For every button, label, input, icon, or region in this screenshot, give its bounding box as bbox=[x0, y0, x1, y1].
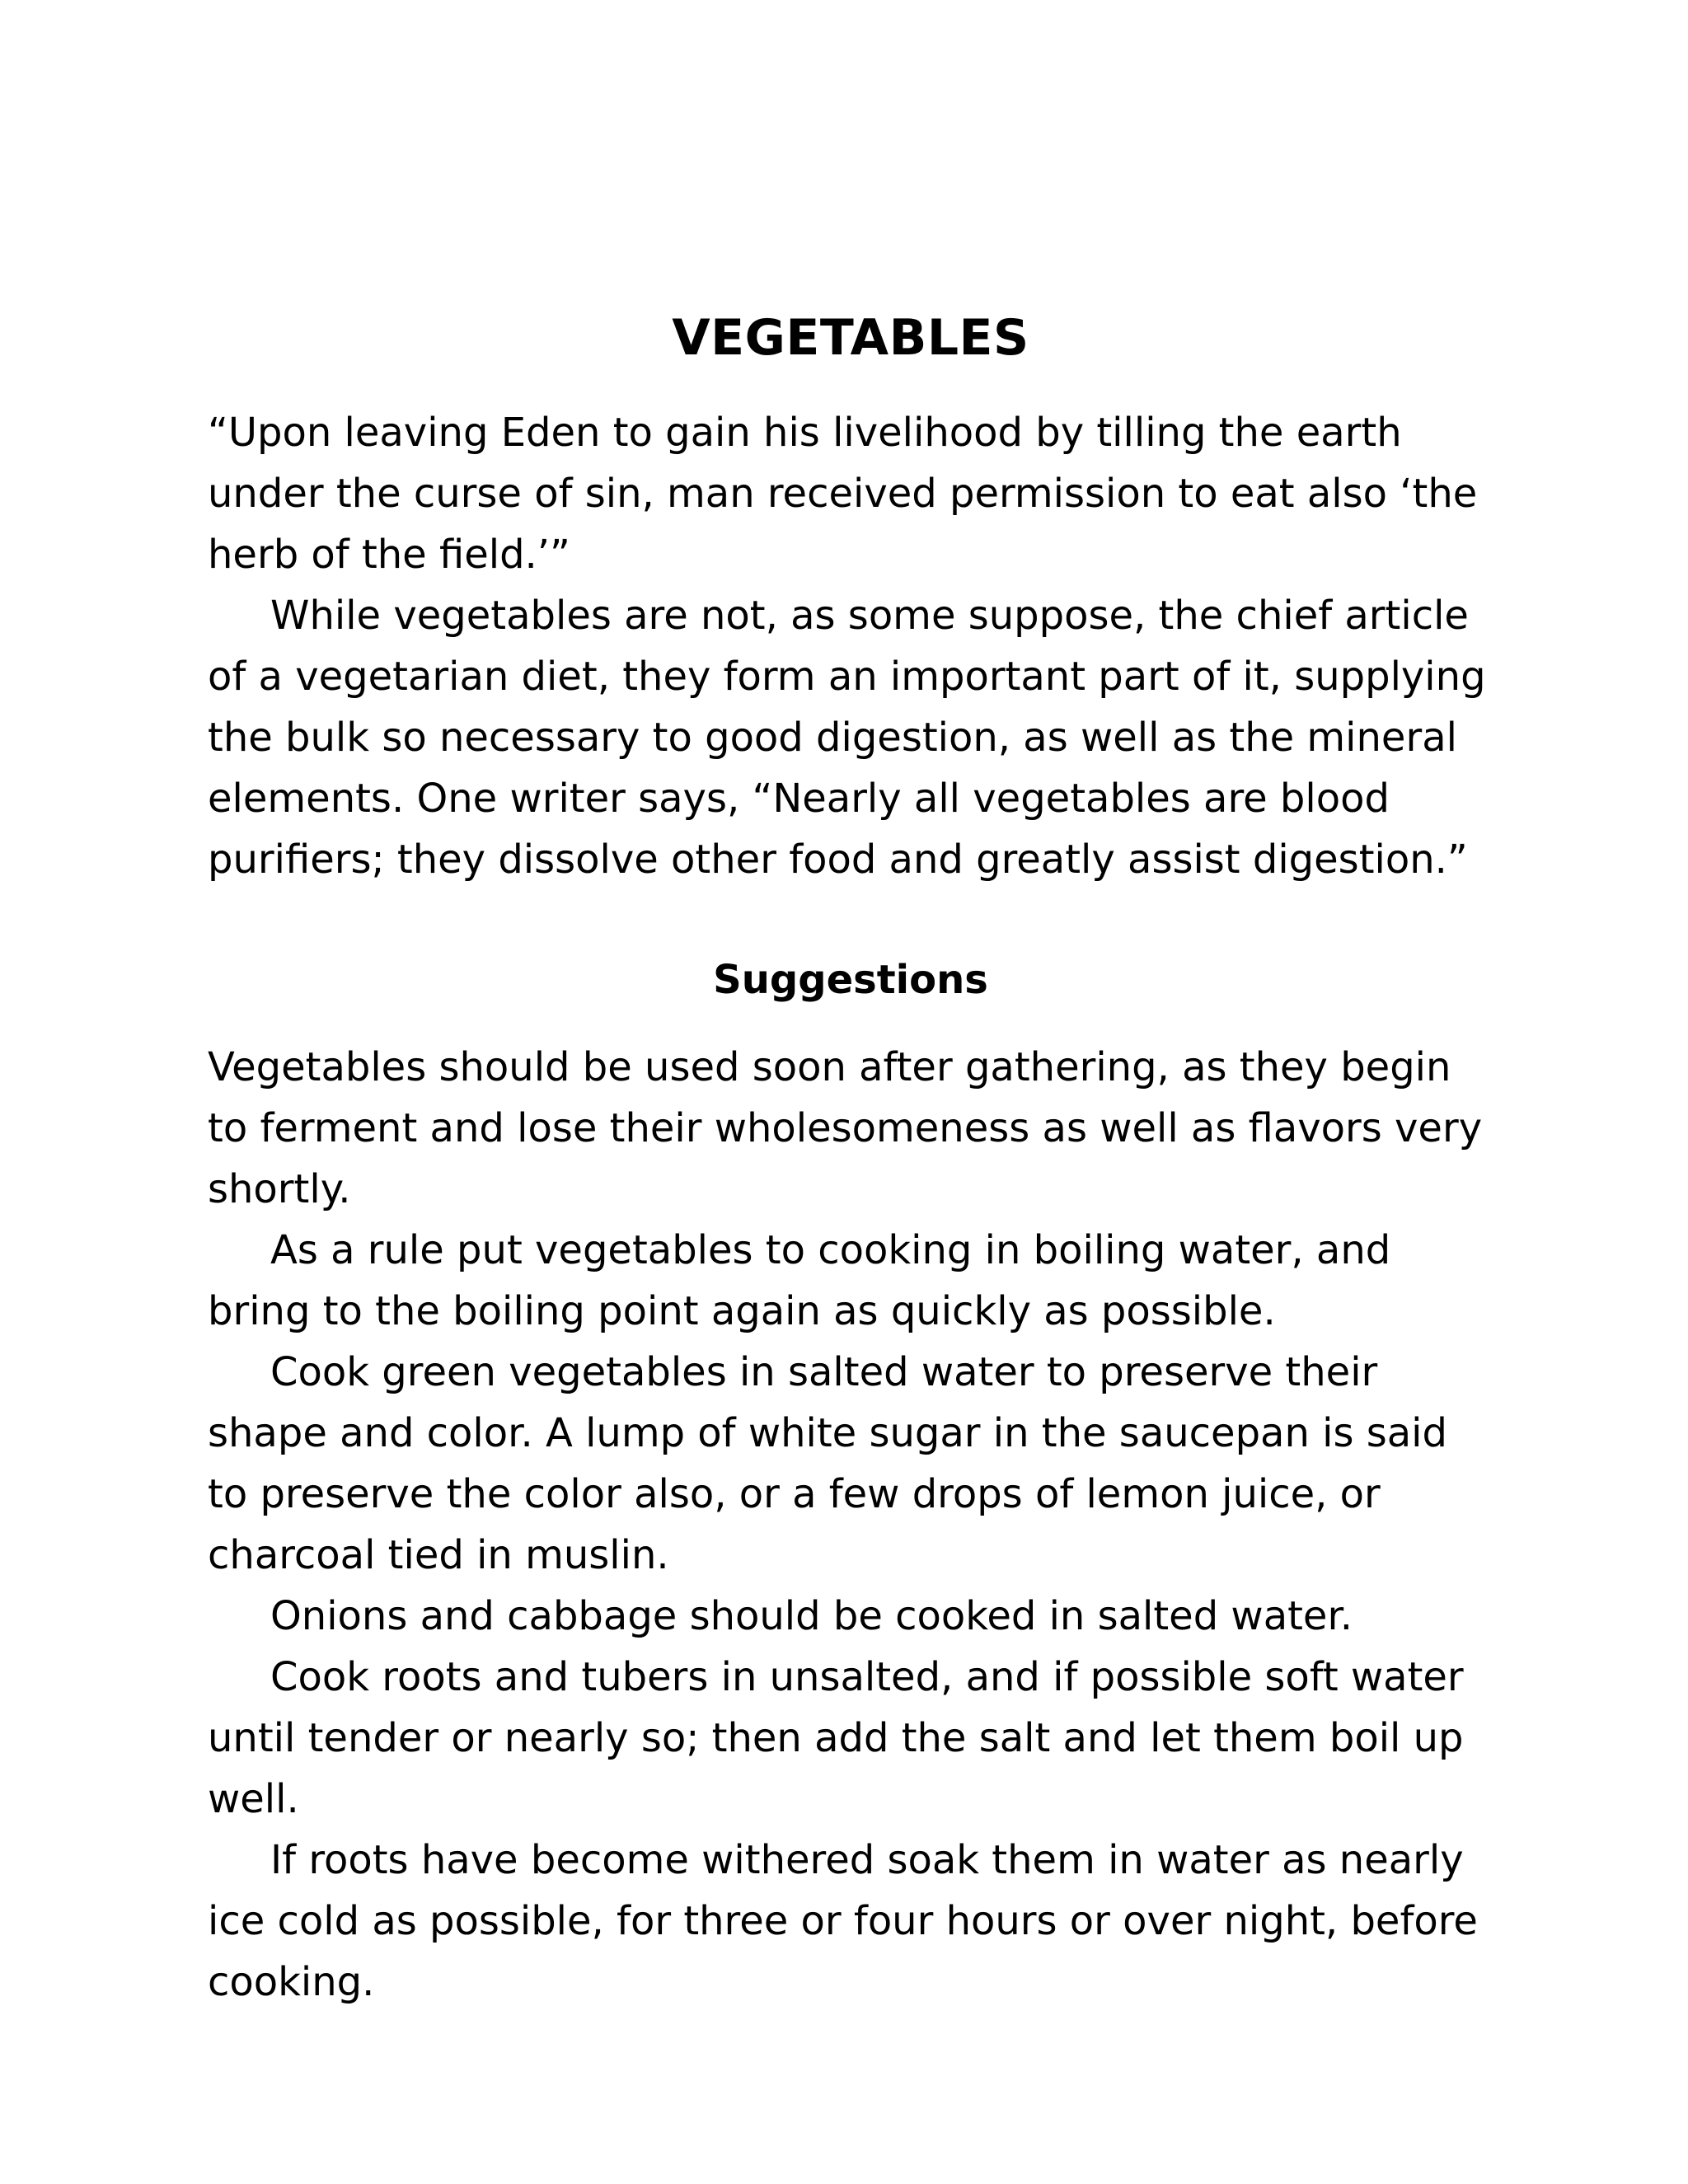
page-content bbox=[208, 305, 1493, 2013]
suggestions-heading: Suggestions bbox=[713, 957, 988, 1003]
intro-paragraph: While vegetables are not, as some suppose, the chief article of a vegetarian diet, they form an important part of it, supplying the bulk so necessary to good digestion, as well as the mineral elements. One writer says, “Nearly all vegetables are blood purifiers; they dissolve other food and greatly assist digestion.” bbox=[208, 593, 1486, 883]
page-title: VEGETABLES bbox=[672, 309, 1029, 367]
suggestion-paragraph: Cook green vegetables in salted water to preserve their shape and color. A lump of white sugar in the saucepan is said to preserve the color also, or a few drops of lemon juice, or charcoal tied in muslin. bbox=[208, 1349, 1447, 1578]
intro-quote-paragraph: “Upon leaving Eden to gain his livelihood by tilling the earth under the curse of sin, man received permission to eat also ‘the herb of the field.’” bbox=[208, 410, 1478, 578]
suggestion-paragraph: If roots have become withered soak them in water as nearly ice cold as possible, for three or four hours or over night, before cooking. bbox=[208, 1837, 1478, 2005]
suggestion-paragraph: Cook roots and tubers in unsalted, and if possible soft water until tender or nearly so; then add the salt and let them boil up well. bbox=[208, 1654, 1464, 1822]
suggestion-paragraph: As a rule put vegetables to cooking in boiling water, and bring to the boiling point again as quickly as possible. bbox=[208, 1227, 1391, 1334]
suggestion-paragraph: Onions and cabbage should be cooked in salted water. bbox=[270, 1593, 1353, 1639]
suggestion-paragraph: Vegetables should be used soon after gathering, as they begin to ferment and lose their wholesomeness as well as flavors very shortly. bbox=[208, 1044, 1483, 1212]
